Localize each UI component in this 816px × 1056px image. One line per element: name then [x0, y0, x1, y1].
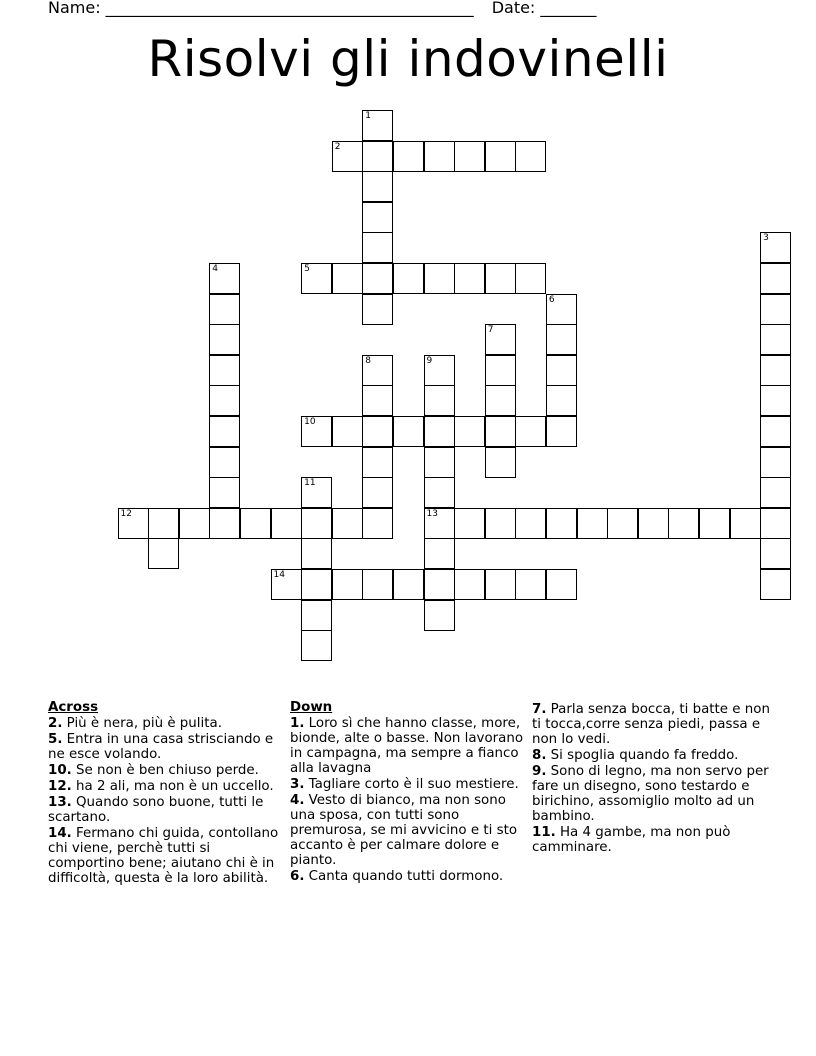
crossword-cell[interactable]: [515, 416, 546, 447]
clue-item: [532, 764, 772, 824]
crossword-cell[interactable]: [209, 477, 240, 508]
clue-number: 11: [304, 478, 316, 489]
clue-item-text: Tagliare corto è il suo mestiere.: [304, 777, 519, 792]
crossword-cell[interactable]: [362, 110, 393, 141]
crossword-cell[interactable]: [485, 569, 516, 600]
crossword-cell[interactable]: [301, 477, 332, 508]
clue-item: [48, 795, 283, 825]
crossword-cell[interactable]: [485, 508, 516, 539]
clue-item-number: 1.: [290, 716, 305, 731]
clue-item: [532, 702, 772, 747]
crossword-cell[interactable]: [485, 263, 516, 294]
crossword-cell[interactable]: [760, 385, 791, 416]
crossword-cell[interactable]: [638, 508, 669, 539]
crossword-cell[interactable]: [546, 385, 577, 416]
down-heading: Down: [290, 700, 333, 715]
crossword-cell[interactable]: [760, 538, 791, 569]
clue-item-number: 4.: [290, 793, 305, 808]
clue-item-number: 6.: [290, 869, 305, 884]
clue-item-number: 3.: [290, 777, 305, 792]
crossword-cell[interactable]: [362, 569, 393, 600]
crossword-cell[interactable]: [760, 324, 791, 355]
crossword-cell[interactable]: [485, 416, 516, 447]
crossword-cell[interactable]: [362, 416, 393, 447]
crossword-cell[interactable]: [209, 355, 240, 386]
crossword-cell[interactable]: [179, 508, 210, 539]
clue-item: [48, 826, 283, 886]
clue-item-number: 7.: [532, 702, 547, 717]
crossword-cell[interactable]: [424, 355, 455, 386]
clue-item: [290, 777, 528, 792]
crossword-cell[interactable]: [301, 569, 332, 600]
clue-item-text: Si spoglia quando fa freddo.: [546, 748, 739, 763]
clue-item-number: 10.: [48, 763, 72, 778]
crossword-cell[interactable]: [760, 355, 791, 386]
crossword-cell[interactable]: [209, 508, 240, 539]
crossword-cell[interactable]: [760, 416, 791, 447]
crossword-cell[interactable]: [301, 416, 332, 447]
across-clues-column: [48, 700, 283, 886]
crossword-cell[interactable]: [760, 263, 791, 294]
clue-number: 1: [365, 111, 372, 121]
crossword-cell[interactable]: [485, 447, 516, 478]
crossword-cell[interactable]: [454, 263, 485, 294]
crossword-cell[interactable]: [424, 385, 455, 416]
across-clue-list: [48, 716, 283, 886]
clue-item-text: Ha 4 gambe, ma non può camminare.: [532, 825, 731, 855]
crossword-cell[interactable]: [485, 385, 516, 416]
crossword-cell[interactable]: [209, 263, 240, 294]
clue-number: 9: [426, 355, 433, 366]
clue-item-number: 2.: [48, 716, 63, 731]
crossword-cell[interactable]: [209, 447, 240, 478]
crossword-cell[interactable]: [301, 630, 332, 661]
crossword-cell[interactable]: [332, 508, 363, 539]
crossword-cell[interactable]: [362, 202, 393, 233]
clue-number: 2: [334, 141, 341, 152]
down-clue-list-a: [290, 716, 528, 884]
crossword-cell[interactable]: [393, 569, 424, 600]
crossword-cell[interactable]: [577, 508, 608, 539]
crossword-cell[interactable]: [362, 385, 393, 416]
crossword-cell[interactable]: [546, 508, 577, 539]
crossword-cell[interactable]: [362, 447, 393, 478]
crossword-cell[interactable]: [209, 385, 240, 416]
crossword-cell[interactable]: [424, 508, 455, 539]
crossword-cell[interactable]: [485, 355, 516, 386]
crossword-cell[interactable]: [393, 263, 424, 294]
crossword-cell[interactable]: [546, 416, 577, 447]
clue-item-text: Entra in una casa strisciando e ne esce volando.: [48, 732, 274, 762]
crossword-cell[interactable]: [393, 416, 424, 447]
crossword-cell[interactable]: [362, 294, 393, 325]
crossword-cell[interactable]: [362, 171, 393, 202]
clue-item-number: 5.: [48, 732, 63, 747]
crossword-cell[interactable]: [760, 294, 791, 325]
crossword-cell[interactable]: [362, 355, 393, 386]
crossword-cell[interactable]: [362, 232, 393, 263]
crossword-cell[interactable]: [301, 263, 332, 294]
crossword-cell[interactable]: [362, 508, 393, 539]
clue-item-number: 12.: [48, 779, 72, 794]
clue-item-number: 11.: [532, 825, 556, 840]
crossword-cell[interactable]: [515, 141, 546, 172]
clue-item: [48, 716, 283, 731]
crossword-cell[interactable]: [148, 538, 179, 569]
clue-number: 6: [548, 294, 555, 305]
crossword-cell[interactable]: [271, 508, 302, 539]
crossword-cell[interactable]: [332, 141, 363, 172]
crossword-cell[interactable]: [332, 263, 363, 294]
page-title: Risolvi gli indovinelli: [147, 30, 669, 88]
clue-number: 8: [365, 355, 372, 366]
crossword-cell[interactable]: [362, 477, 393, 508]
crossword-cell[interactable]: [546, 355, 577, 386]
down-clue-list-b: [532, 702, 772, 855]
clue-number: 13: [426, 508, 438, 519]
clue-item-number: 14.: [48, 826, 72, 841]
clue-item-number: 9.: [532, 764, 547, 779]
clue-item-text: Quando sono buone, tutti le scartano.: [48, 795, 264, 825]
clue-number: 7: [487, 325, 494, 336]
crossword-cell[interactable]: [485, 141, 516, 172]
crossword-cell[interactable]: [362, 263, 393, 294]
crossword-cell[interactable]: [271, 569, 302, 600]
crossword-cell[interactable]: [209, 324, 240, 355]
clue-item-text: ha 2 ali, ma non è un uccello.: [71, 779, 274, 794]
crossword-cell[interactable]: [546, 324, 577, 355]
crossword-cell[interactable]: [546, 294, 577, 325]
clue-item: [532, 825, 772, 855]
crossword-cell[interactable]: [424, 538, 455, 569]
crossword-cell[interactable]: [454, 508, 485, 539]
clue-number: 5: [304, 264, 310, 274]
crossword-cell[interactable]: [760, 508, 791, 539]
crossword-cell[interactable]: [118, 508, 149, 539]
clue-item-text: Parla senza bocca, ti batte e non ti tocca,corre senza piedi, passa e non lo vedi.: [532, 702, 770, 747]
crossword-cell[interactable]: [424, 141, 455, 172]
crossword-cell[interactable]: [424, 477, 455, 508]
clue-item: [48, 763, 283, 778]
crossword-cell[interactable]: [760, 477, 791, 508]
down-clues-column: [290, 700, 528, 884]
clue-number: 10: [304, 417, 316, 427]
clue-item: [48, 779, 283, 794]
clue-item: [290, 869, 528, 884]
crossword-cell[interactable]: [515, 263, 546, 294]
crossword-cell[interactable]: [424, 447, 455, 478]
crossword-cell[interactable]: [515, 569, 546, 600]
clue-number: 14: [273, 570, 285, 580]
clue-item: [532, 748, 772, 763]
clue-item-text: Canta quando tutti dormono.: [304, 869, 504, 884]
crossword-cell[interactable]: [485, 324, 516, 355]
crossword-cell[interactable]: [454, 141, 485, 172]
down-clues-column-continued: [532, 701, 772, 855]
crossword-cell[interactable]: [209, 294, 240, 325]
crossword-cell[interactable]: [424, 416, 455, 447]
crossword-cell[interactable]: [760, 447, 791, 478]
clue-item: [48, 732, 283, 762]
crossword-cell[interactable]: [301, 600, 332, 631]
crossword-cell[interactable]: [362, 141, 393, 172]
clue-item-text: Più è nera, più è pulita.: [62, 716, 222, 731]
crossword-cell[interactable]: [240, 508, 271, 539]
clue-item-text: Sono di legno, ma non servo per fare un disegno, sono testardo e birichino, assomiglio molto ad un bambino.: [532, 764, 769, 824]
clue-item-text: Se non è ben chiuso perde.: [71, 763, 259, 778]
crossword-cell[interactable]: [301, 538, 332, 569]
crossword-cell[interactable]: [332, 416, 363, 447]
header-line: [48, 0, 596, 17]
crossword-cell[interactable]: [668, 508, 699, 539]
crossword-cell[interactable]: [760, 232, 791, 263]
crossword-cell[interactable]: [454, 569, 485, 600]
crossword-cell[interactable]: [209, 416, 240, 447]
clue-item-number: 13.: [48, 795, 72, 810]
clue-item: [290, 793, 528, 868]
crossword-cell[interactable]: [424, 569, 455, 600]
crossword-cell[interactable]: [730, 508, 761, 539]
clue-number: 4: [212, 264, 219, 274]
crossword-cell[interactable]: [393, 141, 424, 172]
clue-item-text: Fermano chi guida, contollano chi viene, perchè tutti si comportino bene; aiutano chi è in difficoltà, questa è la loro abilità.: [48, 826, 279, 886]
crossword-cell[interactable]: [332, 569, 363, 600]
crossword-cell[interactable]: [148, 508, 179, 539]
clue-item-number: 8.: [532, 748, 547, 763]
crossword-cell[interactable]: [546, 569, 577, 600]
crossword-cell[interactable]: [607, 508, 638, 539]
crossword-cell[interactable]: [699, 508, 730, 539]
clue-item-text: Vesto di bianco, ma non sono una sposa, con tutti sono premurosa, se mi avvicino e ti sto accanto è per calmare dolore e pianto.: [290, 793, 518, 868]
date-label: Date: _______: [491, 0, 597, 17]
across-heading: Across: [48, 700, 99, 715]
crossword-cell[interactable]: [424, 263, 455, 294]
crossword-cell[interactable]: [515, 508, 546, 539]
crossword-cell[interactable]: [301, 508, 332, 539]
name-label: Name: ______________________________________________: [48, 0, 474, 17]
crossword-cell[interactable]: [424, 600, 455, 631]
clue-number: 3: [763, 233, 769, 244]
crossword-cell[interactable]: [760, 569, 791, 600]
clue-item-text: Loro sì che hanno classe, more, bionde, alte o basse. Non lavorano in campagna, ma sempre a fianco alla lavagna: [290, 716, 524, 776]
clue-item: [290, 716, 528, 776]
clue-number: 12: [120, 508, 132, 519]
crossword-cell[interactable]: [454, 416, 485, 447]
